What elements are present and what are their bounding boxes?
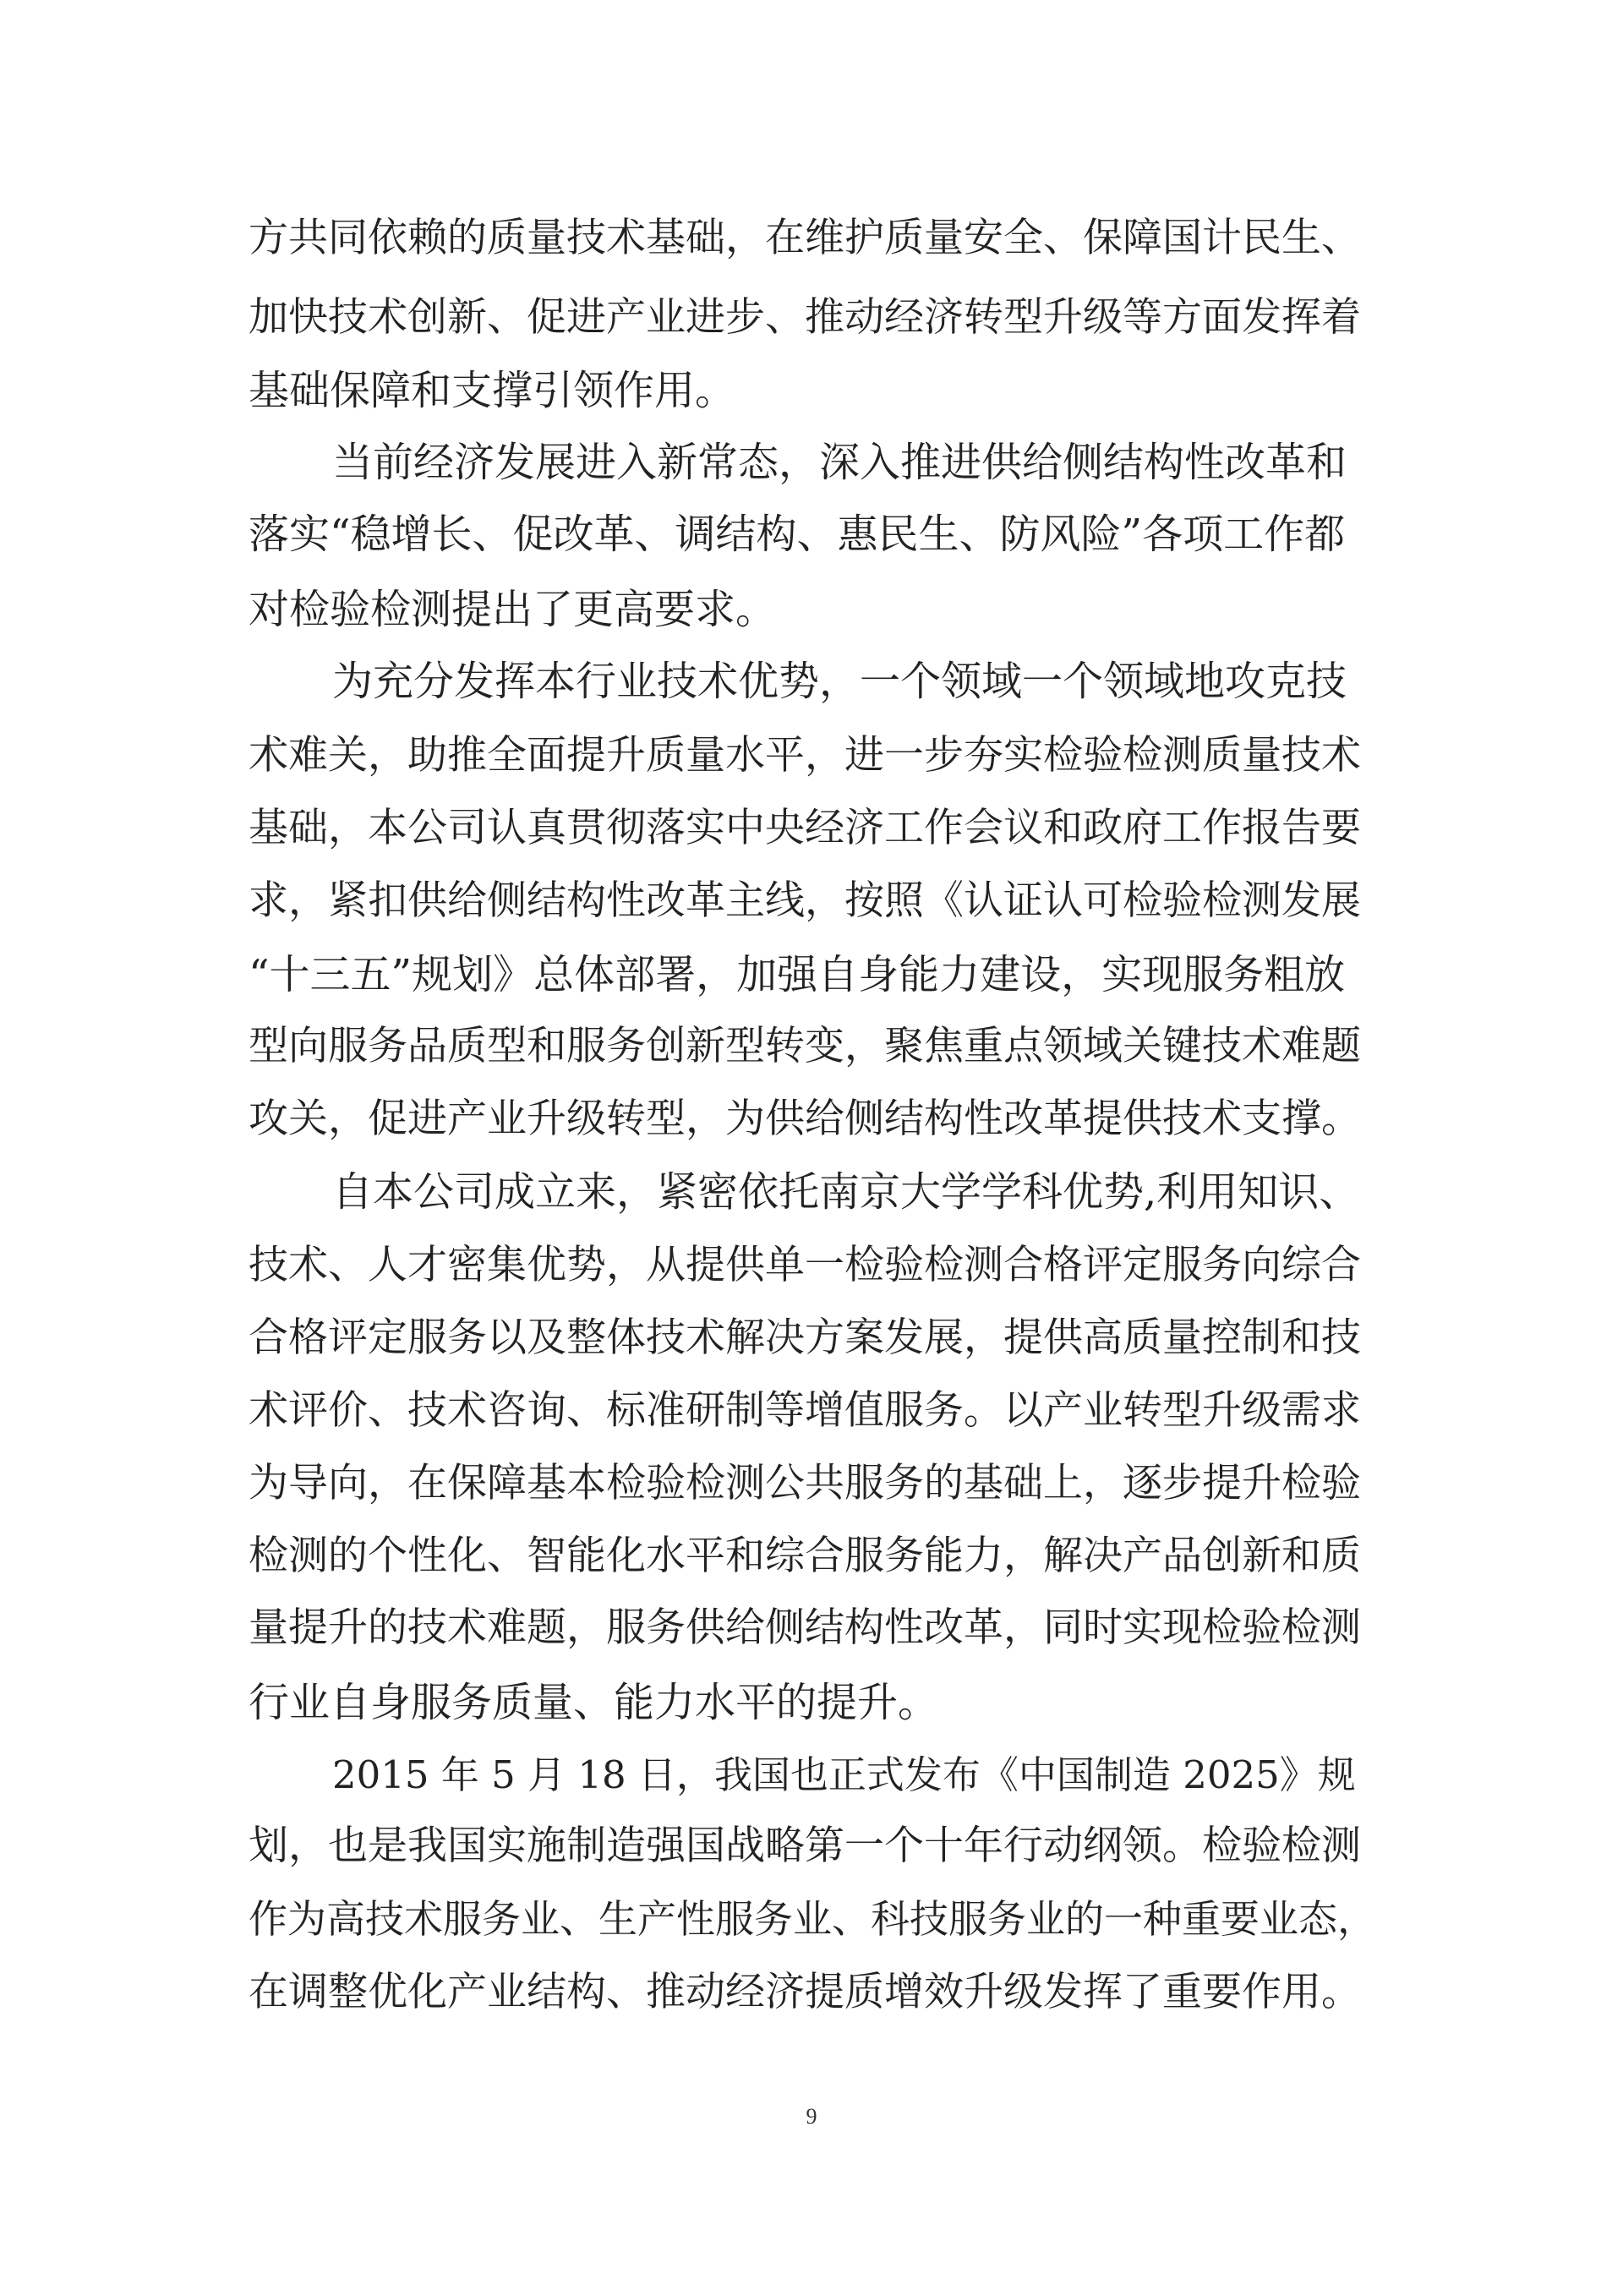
paragraph-first-line: 为充分发挥本行业技术优势，一个领域一个领域地攻克技 bbox=[332, 658, 1347, 705]
paragraph-first-line: 2015 年 5 月 18 日，我国也正式发布《中国制造 2025》规 bbox=[332, 1752, 1356, 1797]
text-line: 加快技术创新、促进产业进步、推动经济转型升级等方面发挥着 bbox=[249, 294, 1361, 341]
page-number: 9 bbox=[806, 2104, 817, 2129]
paragraph-first-line: 自本公司成立来，紧密依托南京大学学科优势,利用知识、 bbox=[332, 1168, 1360, 1216]
paragraph-first-line: 当前经济发展进入新常态，深入推进供给侧结构性改革和 bbox=[332, 439, 1347, 486]
text-line: 方共同依赖的质量技术基础，在维护质量安全、保障国计民生、 bbox=[249, 215, 1361, 261]
text-line: 作为高技术服务业、生产性服务业、科技服务业的一种重要业态， bbox=[249, 1896, 1376, 1942]
text-line: 量提升的技术难题，服务供给侧结构性改革，同时实现检验检测 bbox=[249, 1604, 1361, 1651]
text-line: 术难关，助推全面提升质量水平，进一步夯实检验检测质量技术 bbox=[249, 732, 1361, 779]
text-line: 对检验检测提出了更高要求。 bbox=[249, 586, 777, 633]
text-line: 技术、人才密集优势，从提供单一检验检测合格评定服务向综合 bbox=[249, 1242, 1361, 1288]
text-line: 在调整优化产业结构、推动经济提质增效升级发挥了重要作用。 bbox=[249, 1969, 1361, 2015]
text-line: 行业自身服务质量、能力水平的提升。 bbox=[249, 1679, 939, 1726]
text-line: 检测的个性化、智能化水平和综合服务能力，解决产品创新和质 bbox=[249, 1533, 1361, 1579]
text-line: 落实“稳增长、促改革、调结构、惠民生、防风险”各项工作都 bbox=[249, 511, 1346, 558]
text-line: 划，也是我国实施制造强国战略第一个十年行动纲领。检验检测 bbox=[249, 1823, 1361, 1869]
text-line: 基础保障和支撑引领作用。 bbox=[249, 367, 736, 414]
text-line: 求，紧扣供给侧结构性改革主线，按照《认证认可检验检测发展 bbox=[249, 877, 1361, 924]
text-line: 型向服务品质型和服务创新型转变，聚焦重点领域关键技术难题 bbox=[249, 1023, 1361, 1069]
text-line: 合格评定服务以及整体技术解决方案发展，提供高质量控制和技 bbox=[249, 1315, 1361, 1361]
text-line: 攻关，促进产业升级转型，为供给侧结构性改革提供技术支撑。 bbox=[249, 1096, 1361, 1142]
text-line: 为导向，在保障基本检验检测公共服务的基础上，逐步提升检验 bbox=[249, 1460, 1361, 1506]
text-line: 术评价、技术咨询、标准研制等增值服务。以产业转型升级需求 bbox=[249, 1387, 1361, 1434]
text-line: “十三五”规划》总体部署，加强自身能力建设，实现服务粗放 bbox=[249, 951, 1346, 998]
text-line: 基础，本公司认真贯彻落实中央经济工作会议和政府工作报告要 bbox=[249, 805, 1361, 851]
